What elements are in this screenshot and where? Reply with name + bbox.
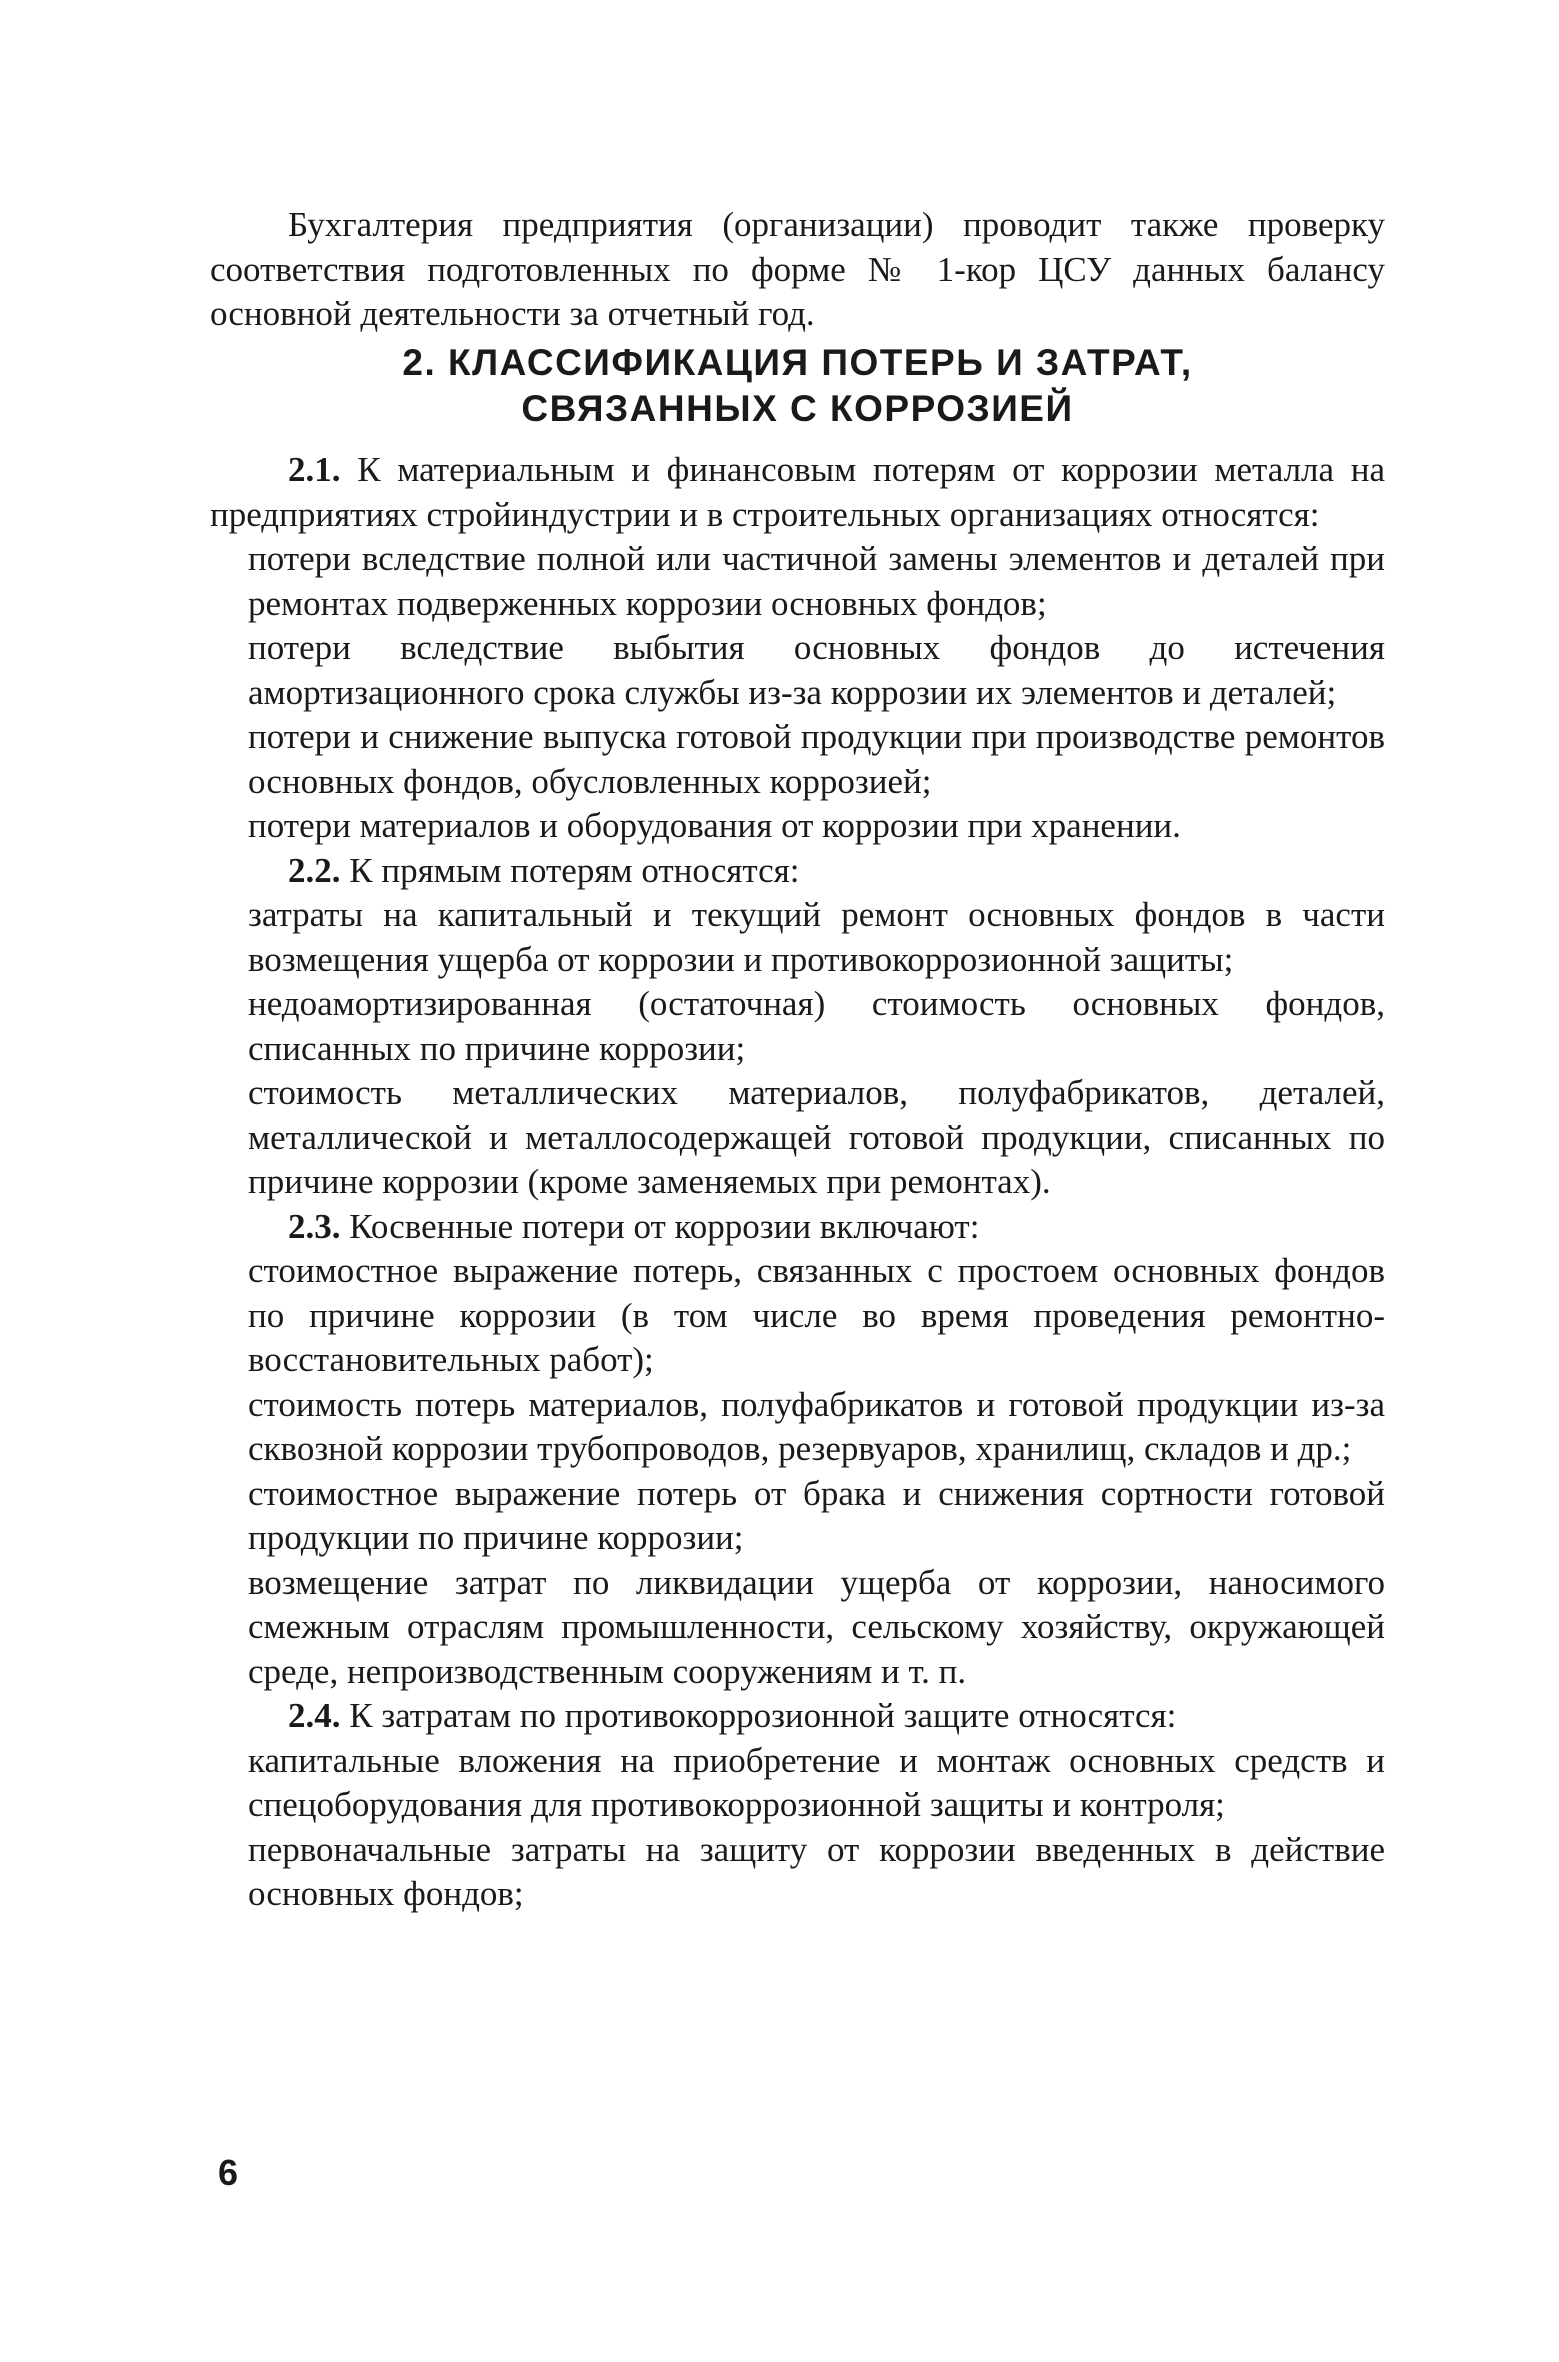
- list-item: первоначальные затраты на защиту от коррозии введенных в действие основных фондов;: [248, 1829, 1385, 1913]
- clause-2-3: [210, 1205, 1385, 1250]
- clause-number: 2.4.: [288, 1696, 341, 1735]
- clause-2-4: [210, 1694, 1385, 1739]
- clause-lead: Косвенные потери от коррозии включают:: [349, 1206, 980, 1246]
- list-item: потери материалов и оборудования от коррозии при хранении.: [248, 806, 1181, 845]
- list-item: потери и снижение выпуска готовой продукции при производстве ремонтов основных фондов, обусловленных коррозией;: [248, 717, 1385, 801]
- clause-number: 2.2.: [288, 850, 341, 890]
- section-heading: [210, 340, 1385, 432]
- clause-2-1: [210, 448, 1385, 537]
- clause-number: 2.3.: [288, 1206, 341, 1246]
- list-item: недоамортизированная (остаточная) стоимость основных фондов, списанных по причине коррозии;: [248, 984, 1385, 1068]
- intro-paragraph: Бухгалтерия предприятия (организации) проводит также проверку соответствия подготовленных по форме № 1-кор ЦСУ данных балансу основной деятельности за отчетный год.: [210, 205, 1385, 333]
- section-body: [210, 448, 1385, 1917]
- section-heading-line-2: СВЯЗАННЫХ С КОРРОЗИЕЙ: [521, 388, 1074, 429]
- clause-lead: К материальным и финансовым потерям от коррозии металла на предприятиях стройиндустрии и в строительных организациях относятся:: [210, 450, 1386, 534]
- section-heading-line-1: 2. КЛАССИФИКАЦИЯ ПОТЕРЬ И ЗАТРАТ,: [402, 342, 1193, 383]
- list-item: затраты на капитальный и текущий ремонт основных фондов в части возмещения ущерба от коррозии и противокоррозионной защиты;: [248, 895, 1385, 979]
- list-item: стоимость потерь материалов, полуфабрикатов и готовой продукции из-за сквозной коррозии трубопроводов, резервуаров, хранилищ, складов и др.;: [248, 1384, 1385, 1468]
- clause-number: 2.1.: [288, 450, 341, 489]
- list-item: стоимость металлических материалов, полуфабрикатов, деталей, металлической и металлосодержащей готовой продукции, списанных по причине коррозии (кроме заменяемых при ремонтах).: [248, 1073, 1385, 1201]
- list-item: потери вследствие выбытия основных фондов до истечения амортизационного срока службы из-за коррозии их элементов и деталей;: [248, 628, 1385, 712]
- list-item: потери вследствие полной или частичной замены элементов и деталей при ремонтах подверженных коррозии основных фондов;: [248, 539, 1385, 623]
- clause-2-2: [210, 849, 1385, 894]
- list-item: капитальные вложения на приобретение и монтаж основных средств и спецоборудования для противокоррозионной защиты и контроля;: [248, 1740, 1385, 1824]
- list-item: стоимостное выражение потерь, связанных с простоем основных фондов по причине коррозии (в том числе во время проведения ремонтно-восстановительных работ);: [248, 1251, 1385, 1379]
- page-number: 6: [218, 2152, 239, 2193]
- clause-lead: К затратам по противокоррозионной защите относятся:: [349, 1696, 1177, 1735]
- list-item: возмещение затрат по ликвидации ущерба от коррозии, наносимого смежным отраслям промышленности, сельскому хозяйству, окружающей среде, непроизводственным сооружениям и т. п.: [248, 1562, 1385, 1691]
- clause-lead: К прямым потерям относятся:: [349, 850, 800, 890]
- list-item: стоимостное выражение потерь от брака и снижения сортности готовой продукции по причине коррозии;: [248, 1473, 1385, 1557]
